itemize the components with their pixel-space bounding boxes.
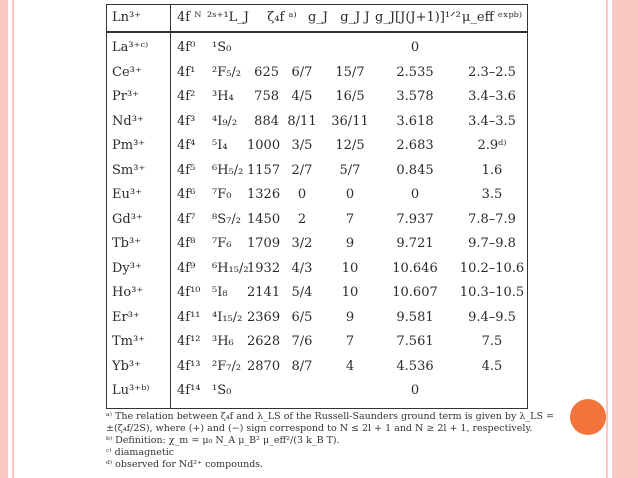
footnote-a-line1: ᵃ⁾ The relation between ζ₄f and λ_LS of the Russell-Saunders ground term is given by λ_LS = <box>106 411 554 422</box>
cell-conf: 4f³ <box>177 113 196 129</box>
cell-gjj: 15/7 <box>335 64 365 80</box>
cell-zeta: 2369 <box>247 309 281 325</box>
cell-conf: 4f⁷ <box>177 211 196 227</box>
right-decorative-stripe <box>612 0 638 478</box>
cell-term: ⁶H₁₅/₂ <box>212 260 249 276</box>
cell-exp: 7.5 <box>481 334 503 349</box>
table-row <box>107 209 527 231</box>
cell-gjj: 7 <box>345 211 355 227</box>
cell-ion: Er³⁺ <box>112 309 140 325</box>
cell-exp: 2.9ᵈ⁾ <box>477 138 507 153</box>
cell-conf: 4f¹¹ <box>177 309 201 325</box>
cell-mu: 0.845 <box>396 162 434 178</box>
cell-gj: 3/5 <box>291 138 313 153</box>
cell-mu: 9.721 <box>396 236 434 251</box>
cell-gj: 8/11 <box>287 113 317 129</box>
cell-gj: 2 <box>297 211 307 227</box>
cell-term: ⁴I₉/₂ <box>212 113 238 129</box>
cell-zeta: 2628 <box>247 334 281 349</box>
cell-mu: 10.646 <box>392 260 438 276</box>
cell-ion: Ho³⁺ <box>112 285 144 300</box>
cell-mu: 2.535 <box>396 64 434 80</box>
cell-term: ³H₄ <box>212 89 234 104</box>
cell-term: ¹S₀ <box>212 40 232 55</box>
header-gjj: g_J J <box>340 10 370 25</box>
cell-exp: 2.3–2.5 <box>468 64 516 80</box>
cell-term: ⁸S₇/₂ <box>212 211 241 227</box>
cell-zeta: 1326 <box>247 187 281 202</box>
table-row <box>107 37 527 59</box>
cell-term: ²F₇/₂ <box>212 358 242 374</box>
footnote-d: ᵈ⁾ observed for Nd²⁺ compounds. <box>106 459 264 470</box>
orange-circle-decoration <box>570 399 606 435</box>
cell-zeta: 884 <box>254 113 279 129</box>
cell-exp: 10.3–10.5 <box>459 285 525 300</box>
cell-ion: Eu³⁺ <box>112 187 142 202</box>
cell-conf: 4f² <box>177 89 196 104</box>
cell-mu: 9.581 <box>396 309 434 325</box>
cell-gjj: 4 <box>345 358 355 374</box>
cell-gjj: 12/5 <box>335 138 365 153</box>
cell-zeta: 1450 <box>247 211 281 227</box>
cell-term: ⁷F₆ <box>212 236 232 251</box>
cell-ion: Dy³⁺ <box>112 260 142 276</box>
cell-mu: 0 <box>410 383 420 398</box>
header-zeta: ζ₄f ᵃ⁾ <box>267 10 297 25</box>
cell-mu: 7.561 <box>396 334 434 349</box>
cell-mu: 3.578 <box>396 89 434 104</box>
cell-exp: 7.8–7.9 <box>468 211 516 227</box>
cell-term: ²F₅/₂ <box>212 64 242 80</box>
cell-conf: 4f⁶ <box>177 187 196 202</box>
cell-conf: 4f⁸ <box>177 236 196 251</box>
cell-exp: 10.2–10.6 <box>459 260 525 276</box>
cell-zeta: 1000 <box>247 138 281 153</box>
table-row <box>107 307 527 329</box>
cell-gjj: 0 <box>345 187 355 202</box>
cell-conf: 4f¹ <box>177 64 196 80</box>
footnote-a-line2: ±(ζ₄f/2S), where (+) and (−) sign correspond to N ≤ 2l + 1 and N ≥ 2l + 1, respectively. <box>106 423 533 434</box>
header-exp-moment: μ_eff ᵉˣᵖᵇ⁾ <box>461 10 523 25</box>
cell-gjj: 9 <box>345 309 355 325</box>
table-row <box>107 111 527 133</box>
cell-exp: 1.6 <box>481 162 503 178</box>
cell-zeta: 1157 <box>247 162 281 178</box>
cell-conf: 4f¹² <box>177 334 201 349</box>
cell-ion: Pm³⁺ <box>112 138 146 153</box>
cell-conf: 4f⁰ <box>177 40 196 55</box>
cell-gj: 8/7 <box>291 358 313 374</box>
header-configuration: 4f ᴺ <box>177 10 202 25</box>
cell-ion: La³⁺ᶜ⁾ <box>112 40 149 55</box>
table-row <box>107 184 527 206</box>
cell-gj: 0 <box>297 187 307 202</box>
cell-conf: 4f¹⁰ <box>177 285 201 300</box>
footnote-b: ᵇ⁾ Definition: χ_m = μ₀ N_A μ_B² μ_eff²/(3 k_B T). <box>106 435 340 446</box>
cell-mu: 4.536 <box>396 358 434 374</box>
left-thin-stripe <box>12 0 14 478</box>
cell-ion: Gd³⁺ <box>112 211 143 227</box>
header-gj: g_J <box>307 10 329 25</box>
cell-mu: 10.607 <box>392 285 438 300</box>
cell-gjj: 10 <box>341 260 359 276</box>
table-body <box>106 32 528 409</box>
cell-gj: 7/6 <box>291 334 313 349</box>
table-row <box>107 233 527 255</box>
table-row <box>107 135 527 157</box>
table-row <box>107 62 527 84</box>
cell-conf: 4f⁹ <box>177 260 196 276</box>
cell-mu: 2.683 <box>396 138 434 153</box>
cell-term: ⁵I₈ <box>212 285 228 300</box>
cell-term: ⁵I₄ <box>212 138 228 153</box>
lanthanide-table-document <box>106 0 554 478</box>
table-row <box>107 258 527 280</box>
table-row <box>107 380 527 402</box>
right-thin-stripe <box>606 0 608 478</box>
cell-zeta: 2870 <box>247 358 281 374</box>
cell-ion: Nd³⁺ <box>112 113 144 129</box>
cell-ion: Tm³⁺ <box>112 334 146 349</box>
table-row <box>107 356 527 378</box>
cell-mu: 7.937 <box>396 211 434 227</box>
cell-gj: 2/7 <box>291 162 313 178</box>
cell-conf: 4f¹⁴ <box>177 383 201 398</box>
cell-ion: Ce³⁺ <box>112 64 142 80</box>
footnotes <box>106 411 554 471</box>
cell-zeta: 1932 <box>247 260 281 276</box>
header-moment: g_J[J(J+1)]¹ᐟ² <box>375 10 461 25</box>
cell-gj: 4/3 <box>291 260 313 276</box>
footnote-c: ᶜ⁾ diamagnetic <box>106 447 175 458</box>
cell-conf: 4f⁴ <box>177 138 196 153</box>
cell-zeta: 2141 <box>247 285 281 300</box>
cell-gj: 6/7 <box>291 64 313 80</box>
table-row <box>107 331 527 353</box>
table-row <box>107 160 527 182</box>
cell-gjj: 36/11 <box>331 113 369 129</box>
column-divider <box>170 5 171 31</box>
cell-gjj: 7 <box>345 334 355 349</box>
cell-exp: 9.7–9.8 <box>468 236 516 251</box>
cell-ion: Yb³⁺ <box>112 358 141 374</box>
cell-gj: 4/5 <box>291 89 313 104</box>
cell-ion: Lu³⁺ᵇ⁾ <box>112 383 150 398</box>
cell-term: ¹S₀ <box>212 383 232 398</box>
cell-gjj: 9 <box>345 236 355 251</box>
cell-gjj: 16/5 <box>335 89 365 104</box>
cell-ion: Pr³⁺ <box>112 89 140 104</box>
cell-gj: 6/5 <box>291 309 313 325</box>
cell-zeta: 1709 <box>247 236 281 251</box>
left-decorative-stripe <box>0 0 8 478</box>
cell-mu: 3.618 <box>396 113 434 129</box>
cell-exp: 3.5 <box>481 187 503 202</box>
cell-exp: 9.4–9.5 <box>468 309 516 325</box>
cell-term: ⁶H₅/₂ <box>212 162 244 178</box>
cell-ion: Tb³⁺ <box>112 236 142 251</box>
cell-ion: Sm³⁺ <box>112 162 146 178</box>
cell-conf: 4f⁵ <box>177 162 196 178</box>
cell-gj: 5/4 <box>291 285 313 300</box>
cell-mu: 0 <box>410 187 420 202</box>
cell-gjj: 5/7 <box>339 162 361 178</box>
cell-gj: 3/2 <box>291 236 313 251</box>
cell-exp: 3.4–3.5 <box>468 113 516 129</box>
header-ion: Ln³⁺ <box>112 10 142 25</box>
cell-mu: 0 <box>410 40 420 55</box>
cell-exp: 3.4–3.6 <box>468 89 516 104</box>
cell-zeta: 625 <box>254 64 279 80</box>
cell-term: ⁴I₁₅/₂ <box>212 309 243 325</box>
header-term: ²ˢ⁺¹L_J <box>207 10 250 25</box>
table-row <box>107 282 527 304</box>
cell-exp: 4.5 <box>481 358 503 374</box>
cell-term: ³H₆ <box>212 334 234 349</box>
cell-term: ⁷F₀ <box>212 187 232 202</box>
cell-conf: 4f¹³ <box>177 358 201 374</box>
cell-gjj: 10 <box>341 285 359 300</box>
table-row <box>107 86 527 108</box>
cell-zeta: 758 <box>254 89 279 104</box>
table-header <box>106 4 528 32</box>
